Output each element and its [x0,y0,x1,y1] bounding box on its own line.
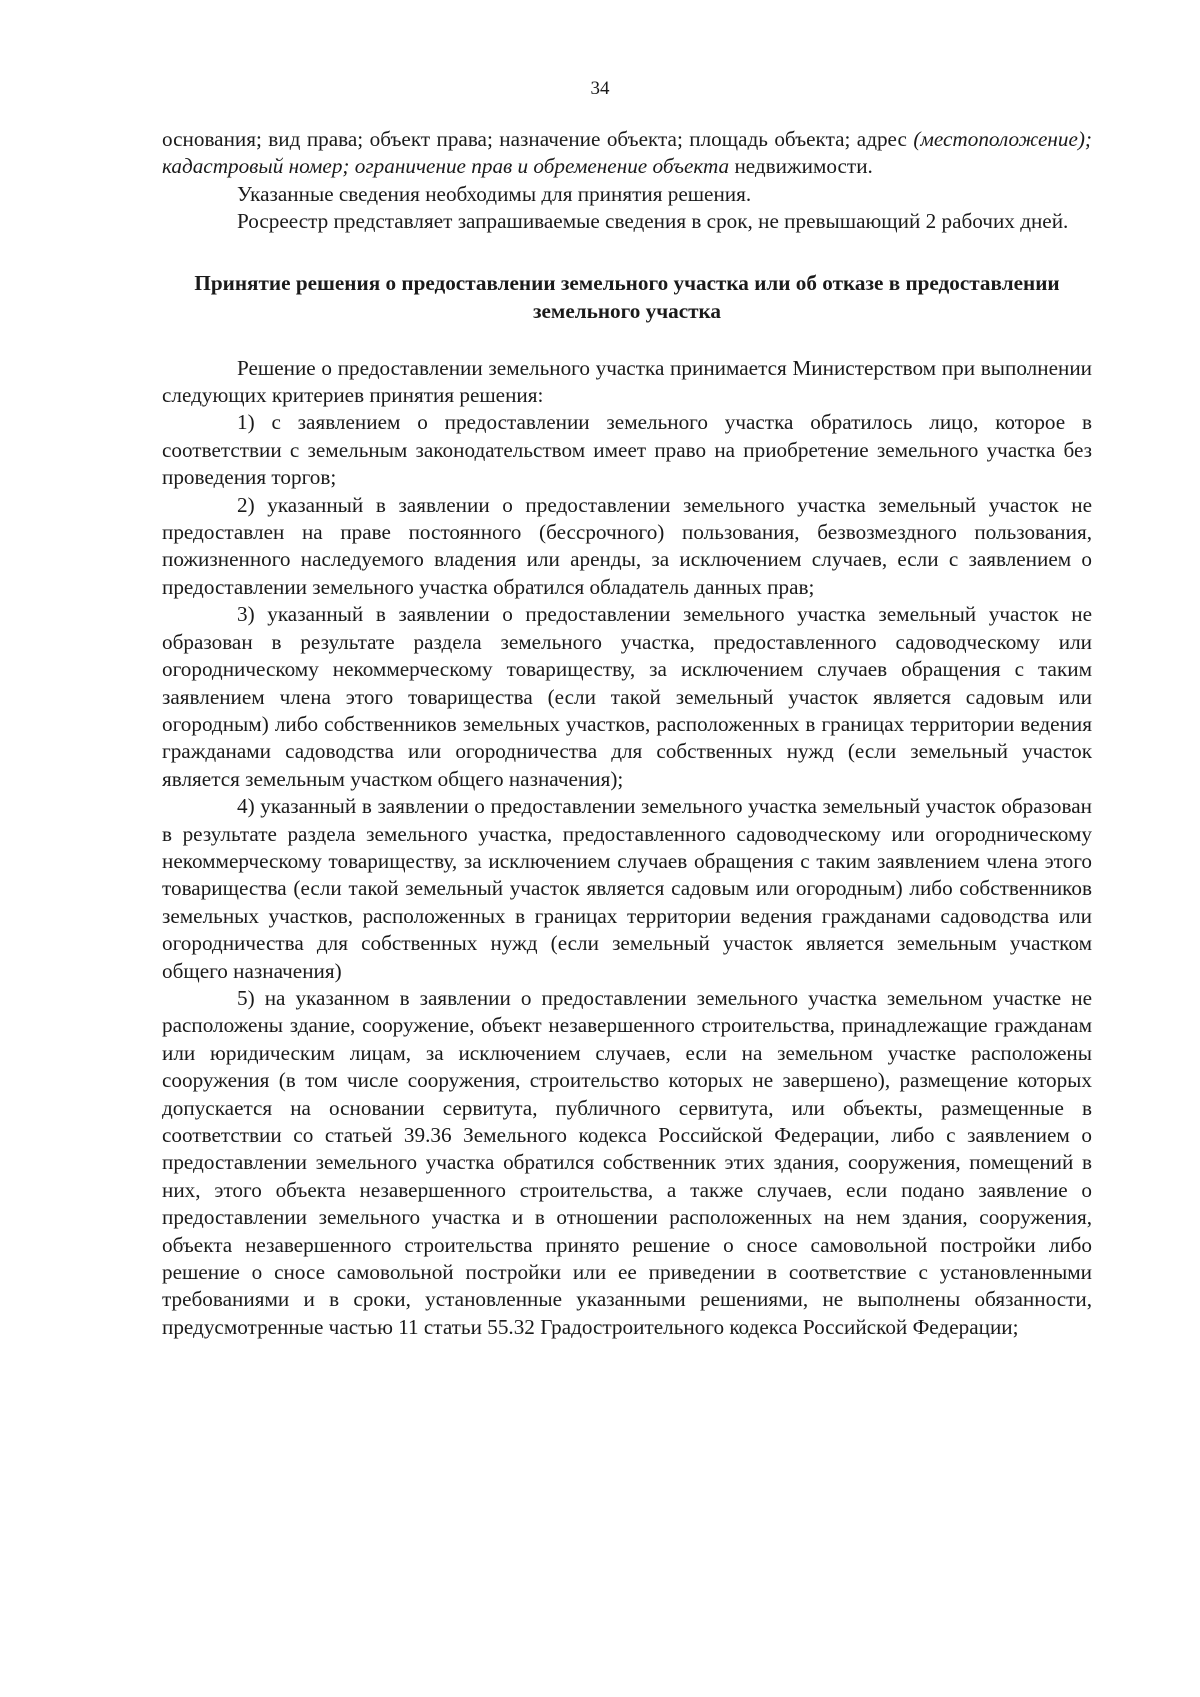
page-number: 34 [590,78,610,99]
criterion-item-2: 2) указанный в заявлении о предоставлении земельного участка земельный участок не предоставлен на праве постоянного (бессрочного) пользования, безвозмездного пользования, пожизненного наследуемого владения или аренды, за исключением случаев, если с заявлением о предоставлении земельного участка обратился обладатель данных прав; [162,492,1092,599]
intro-text-italic: (местоположение); кадастровый номер; ограничение прав и обременение объекта [162,127,1092,179]
section-heading: Принятие решения о предоставлении земельного участка или об отказе в предоставлении земельного участка [194,270,1060,323]
intro-text-end: недвижимости. [729,154,873,179]
document-body [162,126,1092,1341]
criterion-item-5: 5) на указанном в заявлении о предоставлении земельного участка земельном участке не расположены здание, сооружение, объект незавершенного строительства, принадлежащие гражданам или юридическим лицам, за исключением случаев, если на земельном участке расположены сооружения (в том числе сооружения, строительство которых не завершено), размещение которых допускается на основании сервитута, публичного сервитута, или объекты, размещенные в соответствии со статьей 39.36 Земельного кодекса Российской Федерации, либо с заявлением о предоставлении земельного участка обратился собственник этих здания, сооружения, помещений в них, этого объекта незавершенного строительства, а также случаев, если подано заявление о предоставлении земельного участка и в отношении расположенных на нем здания, сооружения, объекта незавершенного строительства принято решение о сносе самовольной постройки либо решение о сносе самовольной постройки или ее приведении в соответствие с установленными требованиями и в сроки, установленные указанными решениями, не выполнены обязанности, предусмотренные частью 11 статьи 55.32 Градостроительного кодекса Российской Федерации; [162,985,1092,1339]
criterion-item-3: 3) указанный в заявлении о предоставлении земельного участка земельный участок не образован в результате раздела земельного участка, предоставленного садоводческому или огородническому некоммерческому товариществу, за исключением случаев обращения с таким заявлением члена этого товарищества (если такой земельный участок является садовым или огородным) либо собственников земельных участков, расположенных в границах территории ведения гражданами садоводства или огородничества для собственных нужд (если земельный участок является земельным участком общего назначения); [162,602,1092,791]
intro-paragraph-2: Указанные сведения необходимы для принятия решения. [237,181,752,206]
intro-text-start: основания; вид права; объект права; назначение объекта; площадь объекта; адрес [162,127,914,151]
criterion-item-4: 4) указанный в заявлении о предоставлении земельного участка земельный участок образован в результате раздела земельного участка, предоставленного садоводческому или огородническому некоммерческому товариществу, за исключением случаев обращения с таким заявлением члена этого товарищества (если такой земельный участок является садовым или огородным) либо собственников земельных участков, расположенных в границах территории ведения гражданами садоводства или огородничества для собственных нужд (если земельный участок является земельным участком общего назначения) [162,794,1092,983]
intro-paragraph-1 [162,126,1092,181]
intro-paragraph-3: Росреестр представляет запрашиваемые сведения в срок, не превышающий 2 рабочих дней. [237,209,1069,234]
criterion-item-1: 1) с заявлением о предоставлении земельного участка обратилось лицо, которое в соответствии с земельным законодательством имеет право на приобретение земельного участка без проведения торгов; [162,410,1092,490]
lead-paragraph: Решение о предоставлении земельного участка принимается Министерством при выполнении следующих критериев принятия решения: [162,355,1092,408]
